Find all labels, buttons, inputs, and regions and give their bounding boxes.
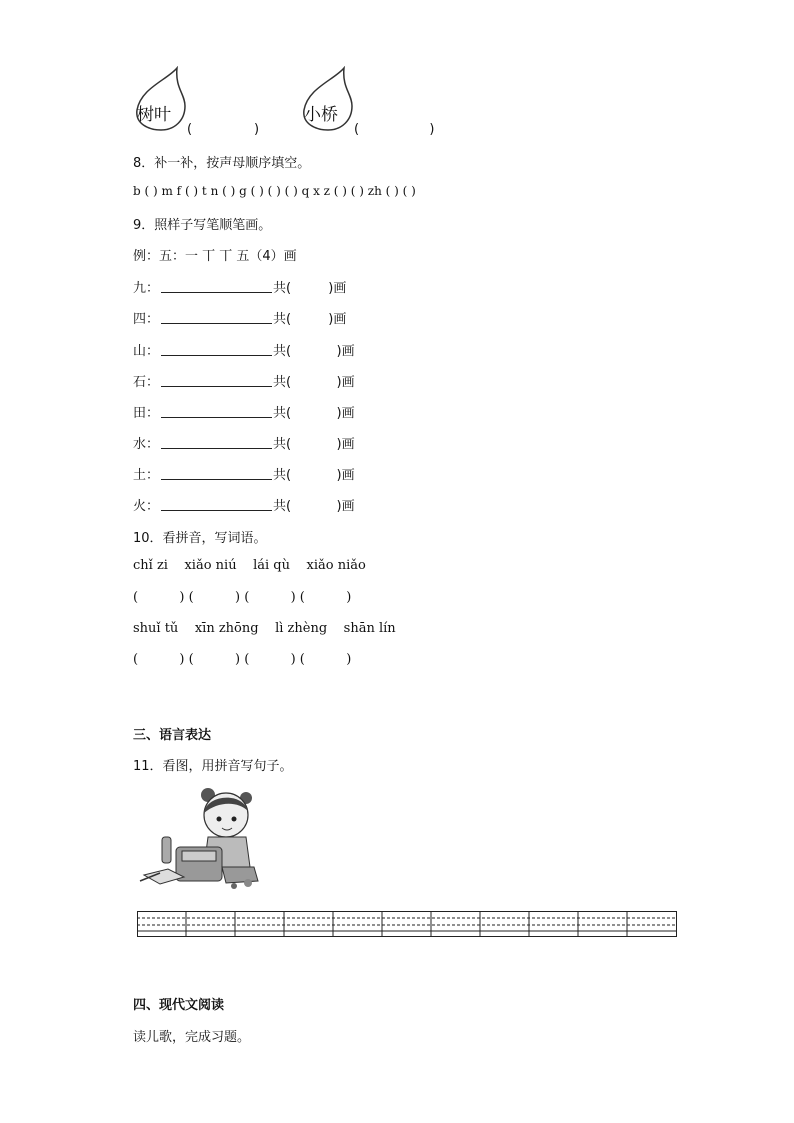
stroke-row: [133, 340, 355, 359]
q10-title: 10．看拼音，写词语。: [133, 531, 267, 546]
stroke-row: [133, 495, 355, 514]
stroke-char: 石：: [133, 375, 160, 390]
stroke-blank[interactable]: [161, 386, 272, 387]
q8-title: 8．补一补，按声母顺序填空。: [133, 156, 311, 171]
q8-initials-sequence[interactable]: b ( ) m f ( ) t n ( ) g ( ) ( ) ( ) q x z ( ) ( ) zh ( ) ( ): [133, 184, 416, 198]
section-heading: 四、现代文阅读: [133, 998, 225, 1013]
stroke-char: 田：: [133, 406, 160, 421]
stroke-count[interactable]: 共( )画: [273, 281, 347, 296]
stroke-blank[interactable]: [161, 448, 272, 449]
stroke-row: [133, 464, 355, 483]
stroke-row: [133, 277, 347, 296]
answer-blanks[interactable]: ( ) ( ) ( ) ( ): [133, 652, 352, 667]
stroke-char: 水：: [133, 437, 160, 452]
stroke-char: 土：: [133, 468, 160, 483]
stroke-count[interactable]: 共( )画: [273, 375, 355, 390]
pinyin-row: shuǐ tǔ xīn zhōng lì zhèng shān lín: [133, 621, 396, 636]
stroke-count[interactable]: 共( )画: [273, 437, 355, 452]
stroke-row: [133, 371, 355, 390]
stroke-row: [133, 433, 355, 452]
stroke-char: 九：: [133, 281, 160, 296]
drop-answer-blank[interactable]: ( ): [187, 122, 260, 137]
water-drop-shuye: [133, 66, 189, 132]
drop-answer-blank[interactable]: ( ): [354, 122, 435, 137]
answer-blanks[interactable]: ( ) ( ) ( ) ( ): [133, 590, 352, 605]
pinyin-row: chǐ zi xiǎo niú lái qù xiǎo niǎo: [133, 558, 366, 573]
stroke-blank[interactable]: [161, 417, 272, 418]
stroke-count[interactable]: 共( )画: [273, 312, 347, 327]
stroke-blank[interactable]: [161, 510, 272, 511]
stroke-blank[interactable]: [161, 479, 272, 480]
stroke-row: [133, 402, 355, 421]
stroke-blank[interactable]: [161, 355, 272, 356]
stroke-row: [133, 308, 347, 327]
q9-title: 9．照样子写笔顺笔画。: [133, 218, 272, 233]
stroke-blank[interactable]: [161, 292, 272, 293]
stroke-count[interactable]: 共( )画: [273, 468, 355, 483]
stroke-char: 四：: [133, 312, 160, 327]
pinyin-writing-grid[interactable]: [137, 911, 677, 937]
stroke-blank[interactable]: [161, 323, 272, 324]
drop-word: 小桥: [304, 105, 338, 125]
stroke-char: 山：: [133, 344, 160, 359]
water-drop-xiaoqiao: [300, 66, 356, 132]
stroke-count[interactable]: 共( )画: [273, 406, 355, 421]
reading-intro: 读儿歌，完成习题。: [133, 1030, 251, 1045]
stroke-count[interactable]: 共( )画: [273, 344, 355, 359]
stroke-char: 火：: [133, 499, 160, 514]
section-heading: 三、语言表达: [133, 728, 212, 743]
stroke-count[interactable]: 共( )画: [273, 499, 355, 514]
q11-title: 11．看图，用拼音写句子。: [133, 759, 293, 774]
drop-word: 树叶: [137, 105, 171, 125]
girl-packing-bag-illustration: [138, 785, 260, 891]
q9-example: 例：五：一 丅 丅 五（4）画: [133, 249, 297, 264]
